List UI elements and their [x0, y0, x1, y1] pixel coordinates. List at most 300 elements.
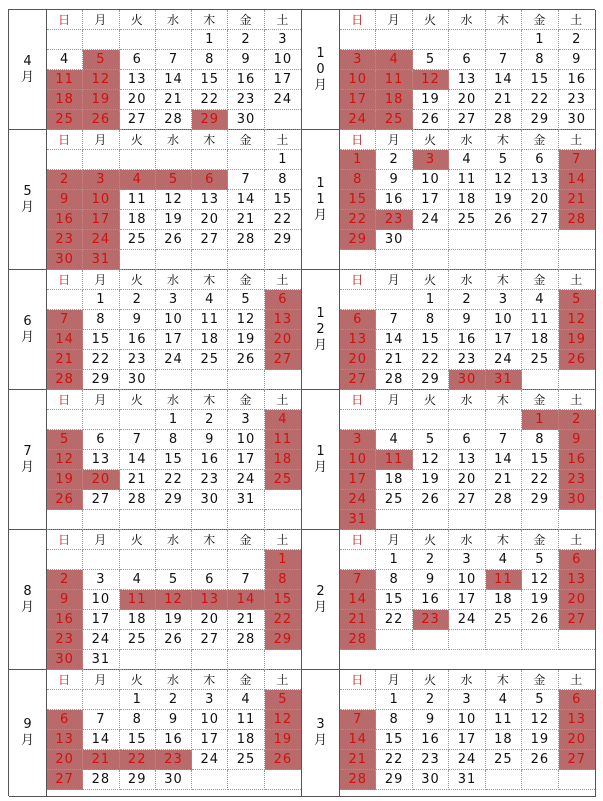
day-cell: 8 [522, 430, 558, 450]
weekday-header: 土 [559, 670, 595, 690]
empty-cell [486, 30, 522, 50]
weekday-header: 木 [192, 10, 228, 30]
month-label [302, 390, 340, 530]
day-cell: 9 [47, 190, 83, 210]
day-cell: 13 [559, 570, 595, 590]
day-cell: 6 [522, 150, 558, 170]
day-cell: 25 [376, 110, 412, 130]
day-cell: 30 [228, 110, 264, 130]
day-cell: 29 [522, 110, 558, 130]
day-cell: 25 [192, 350, 228, 370]
day-cell: 27 [559, 750, 595, 770]
month-grid [340, 530, 595, 669]
day-cell: 16 [559, 450, 595, 470]
empty-cell [522, 510, 558, 530]
day-cell: 23 [376, 210, 412, 230]
month-label [9, 270, 47, 390]
month-label-text: 4月 [20, 54, 34, 85]
day-cell: 3 [192, 690, 228, 710]
day-cell: 12 [265, 710, 301, 730]
day-cell: 19 [413, 470, 449, 490]
day-cell: 4 [376, 50, 412, 70]
day-cell: 24 [413, 210, 449, 230]
day-cell: 13 [559, 710, 595, 730]
empty-cell [228, 370, 264, 390]
day-cell: 15 [413, 330, 449, 350]
day-cell: 12 [156, 190, 192, 210]
weekday-header: 土 [265, 390, 301, 410]
empty-cell [228, 650, 264, 670]
day-cell: 18 [522, 330, 558, 350]
day-cell: 26 [47, 490, 83, 510]
day-cell: 26 [156, 630, 192, 650]
day-cell: 28 [47, 370, 83, 390]
weekday-header: 火 [120, 270, 156, 290]
day-cell: 1 [522, 410, 558, 430]
day-cell: 27 [47, 770, 83, 790]
day-cell: 5 [486, 150, 522, 170]
weekday-header: 金 [522, 390, 558, 410]
day-cell: 15 [192, 70, 228, 90]
day-cell: 22 [522, 90, 558, 110]
weekday-header: 火 [413, 130, 449, 150]
empty-cell [340, 550, 376, 570]
day-cell: 2 [156, 690, 192, 710]
day-cell: 21 [376, 350, 412, 370]
day-cell: 22 [265, 210, 301, 230]
day-cell: 18 [449, 190, 485, 210]
day-cell: 23 [156, 750, 192, 770]
day-cell: 8 [120, 710, 156, 730]
day-cell: 9 [449, 310, 485, 330]
day-cell: 11 [486, 570, 522, 590]
day-cell: 20 [47, 750, 83, 770]
day-cell: 15 [120, 730, 156, 750]
day-cell: 30 [376, 230, 412, 250]
day-cell: 13 [120, 70, 156, 90]
day-cell: 22 [376, 610, 412, 630]
empty-cell [192, 770, 228, 790]
day-cell: 17 [449, 730, 485, 750]
empty-cell [559, 510, 595, 530]
day-cell: 2 [559, 410, 595, 430]
day-cell: 17 [192, 730, 228, 750]
weekday-header: 月 [376, 670, 412, 690]
month-label [9, 130, 47, 270]
day-cell: 17 [413, 190, 449, 210]
empty-cell [83, 550, 119, 570]
day-cell: 28 [376, 370, 412, 390]
day-cell: 22 [83, 350, 119, 370]
month-grid [47, 270, 301, 390]
weekday-header: 金 [228, 10, 264, 30]
empty-cell [376, 410, 412, 430]
day-cell: 11 [120, 590, 156, 610]
day-cell: 7 [376, 310, 412, 330]
month-label-text: 8月 [20, 584, 34, 615]
empty-cell [340, 30, 376, 50]
day-cell: 6 [559, 690, 595, 710]
weekday-header: 日 [47, 130, 83, 150]
day-cell: 10 [340, 70, 376, 90]
empty-cell [376, 250, 412, 270]
empty-cell [376, 510, 412, 530]
day-cell: 25 [376, 490, 412, 510]
day-cell: 22 [376, 750, 412, 770]
empty-cell [522, 370, 558, 390]
month-label-text: 3月 [313, 717, 327, 748]
day-cell: 3 [83, 170, 119, 190]
day-cell: 4 [120, 570, 156, 590]
day-cell: 2 [47, 170, 83, 190]
day-cell: 5 [228, 290, 264, 310]
day-cell: 4 [486, 550, 522, 570]
day-cell: 26 [228, 350, 264, 370]
day-cell: 10 [486, 310, 522, 330]
day-cell: 16 [120, 330, 156, 350]
day-cell: 12 [83, 70, 119, 90]
day-cell: 15 [156, 450, 192, 470]
day-cell: 22 [413, 350, 449, 370]
day-cell: 3 [83, 570, 119, 590]
day-cell: 24 [449, 750, 485, 770]
day-cell: 21 [486, 90, 522, 110]
day-cell: 6 [340, 310, 376, 330]
empty-cell [47, 510, 83, 530]
empty-cell [192, 550, 228, 570]
day-cell: 3 [340, 50, 376, 70]
weekday-header: 月 [376, 390, 412, 410]
empty-cell [449, 250, 485, 270]
day-cell: 2 [120, 290, 156, 310]
day-cell: 23 [413, 750, 449, 770]
empty-cell [156, 650, 192, 670]
day-cell: 17 [340, 90, 376, 110]
day-cell: 27 [192, 630, 228, 650]
day-cell: 17 [449, 590, 485, 610]
empty-cell [265, 250, 301, 270]
day-cell: 2 [47, 570, 83, 590]
day-cell: 30 [559, 490, 595, 510]
day-cell: 17 [340, 470, 376, 490]
day-cell: 13 [192, 590, 228, 610]
month-grid [47, 390, 301, 530]
weekday-header: 月 [83, 390, 119, 410]
day-cell: 21 [228, 610, 264, 630]
day-cell: 7 [486, 430, 522, 450]
day-cell: 11 [265, 430, 301, 450]
weekday-header: 木 [486, 530, 522, 550]
day-cell: 1 [522, 30, 558, 50]
day-cell: 14 [486, 70, 522, 90]
day-cell: 28 [83, 770, 119, 790]
day-cell: 1 [265, 550, 301, 570]
day-cell: 8 [376, 710, 412, 730]
day-cell: 11 [228, 710, 264, 730]
weekday-header: 月 [376, 130, 412, 150]
month-label [302, 130, 340, 270]
weekday-header: 土 [265, 530, 301, 550]
weekday-header: 土 [265, 270, 301, 290]
calendar-page [8, 9, 595, 796]
day-cell: 20 [83, 470, 119, 490]
day-cell: 20 [192, 210, 228, 230]
weekday-header: 日 [340, 270, 376, 290]
empty-cell [47, 690, 83, 710]
day-cell: 19 [522, 590, 558, 610]
day-cell: 19 [486, 190, 522, 210]
day-cell: 8 [192, 50, 228, 70]
day-cell: 16 [559, 70, 595, 90]
day-cell: 14 [156, 70, 192, 90]
day-cell: 27 [340, 370, 376, 390]
day-cell: 18 [376, 470, 412, 490]
weekday-header: 水 [449, 390, 485, 410]
day-cell: 15 [376, 730, 412, 750]
weekday-header: 木 [486, 390, 522, 410]
day-cell: 30 [449, 370, 485, 390]
weekday-header: 水 [156, 270, 192, 290]
day-cell: 4 [522, 290, 558, 310]
day-cell: 24 [486, 350, 522, 370]
empty-cell [47, 550, 83, 570]
day-cell: 21 [340, 610, 376, 630]
weekday-header: 木 [486, 130, 522, 150]
empty-cell [156, 550, 192, 570]
day-cell: 10 [265, 50, 301, 70]
weekday-header: 水 [156, 670, 192, 690]
day-cell: 3 [156, 290, 192, 310]
day-cell: 31 [340, 510, 376, 530]
day-cell: 7 [228, 570, 264, 590]
weekday-header: 木 [192, 390, 228, 410]
day-cell: 2 [559, 30, 595, 50]
empty-cell [413, 410, 449, 430]
day-cell: 25 [486, 750, 522, 770]
day-cell: 14 [340, 730, 376, 750]
day-cell: 5 [522, 690, 558, 710]
empty-cell [120, 30, 156, 50]
day-cell: 16 [47, 210, 83, 230]
day-cell: 14 [228, 590, 264, 610]
empty-cell [449, 510, 485, 530]
day-cell: 21 [47, 350, 83, 370]
day-cell: 19 [559, 330, 595, 350]
empty-cell [413, 30, 449, 50]
weekday-header: 水 [156, 130, 192, 150]
day-cell: 18 [486, 590, 522, 610]
day-cell: 23 [559, 90, 595, 110]
day-cell: 6 [47, 710, 83, 730]
empty-cell [228, 510, 264, 530]
weekday-header: 日 [47, 390, 83, 410]
empty-cell [83, 690, 119, 710]
day-cell: 29 [120, 770, 156, 790]
weekday-header: 日 [47, 270, 83, 290]
weekday-header: 日 [340, 130, 376, 150]
day-cell: 15 [376, 590, 412, 610]
empty-cell [522, 230, 558, 250]
day-cell: 8 [83, 310, 119, 330]
month-block [9, 390, 302, 530]
empty-cell [486, 410, 522, 430]
empty-cell [83, 150, 119, 170]
day-cell: 8 [522, 50, 558, 70]
day-cell: 6 [192, 570, 228, 590]
day-cell: 27 [83, 490, 119, 510]
empty-cell [449, 410, 485, 430]
day-cell: 31 [83, 250, 119, 270]
month-label-text: 1月 [313, 444, 327, 475]
day-cell: 1 [83, 290, 119, 310]
month-grid [340, 670, 595, 796]
day-cell: 29 [192, 110, 228, 130]
day-cell: 4 [376, 430, 412, 450]
day-cell: 9 [413, 570, 449, 590]
weekday-header: 火 [120, 390, 156, 410]
weekday-header: 水 [449, 130, 485, 150]
day-cell: 7 [340, 710, 376, 730]
month-label [302, 10, 340, 130]
day-cell: 26 [559, 350, 595, 370]
day-cell: 7 [120, 430, 156, 450]
empty-cell [156, 150, 192, 170]
day-cell: 18 [120, 610, 156, 630]
month-label [9, 10, 47, 130]
day-cell: 31 [449, 770, 485, 790]
weekday-header: 月 [83, 670, 119, 690]
day-cell: 16 [47, 610, 83, 630]
day-cell: 21 [83, 750, 119, 770]
month-block [302, 530, 596, 670]
day-cell: 16 [228, 70, 264, 90]
day-cell: 10 [449, 710, 485, 730]
month-block [302, 670, 596, 797]
day-cell: 8 [340, 170, 376, 190]
day-cell: 14 [228, 190, 264, 210]
day-cell: 7 [156, 50, 192, 70]
day-cell: 11 [486, 710, 522, 730]
weekday-header: 土 [559, 130, 595, 150]
day-cell: 10 [192, 710, 228, 730]
month-block [302, 270, 596, 390]
month-grid [47, 10, 301, 130]
day-cell: 28 [228, 630, 264, 650]
empty-cell [192, 370, 228, 390]
month-label-text: 10月 [313, 46, 327, 93]
day-cell: 9 [192, 430, 228, 450]
empty-cell [192, 250, 228, 270]
weekday-header: 水 [156, 390, 192, 410]
day-cell: 22 [192, 90, 228, 110]
empty-cell [265, 490, 301, 510]
day-cell: 1 [340, 150, 376, 170]
day-cell: 31 [83, 650, 119, 670]
month-label-text: 9月 [20, 717, 34, 748]
empty-cell [486, 770, 522, 790]
day-cell: 11 [376, 450, 412, 470]
day-cell: 12 [413, 450, 449, 470]
month-label [9, 390, 47, 530]
day-cell: 17 [228, 450, 264, 470]
empty-cell [120, 550, 156, 570]
empty-cell [376, 30, 412, 50]
day-cell: 20 [559, 730, 595, 750]
day-cell: 19 [413, 90, 449, 110]
month-block [9, 530, 302, 670]
day-cell: 28 [228, 230, 264, 250]
month-label [9, 530, 47, 670]
day-cell: 4 [486, 690, 522, 710]
day-cell: 11 [192, 310, 228, 330]
day-cell: 30 [120, 370, 156, 390]
day-cell: 27 [120, 110, 156, 130]
month-block [302, 10, 596, 130]
empty-cell [486, 630, 522, 650]
empty-cell [449, 230, 485, 250]
day-cell: 22 [156, 470, 192, 490]
day-cell: 18 [228, 730, 264, 750]
empty-cell [449, 630, 485, 650]
month-grid [47, 670, 301, 796]
day-cell: 16 [376, 190, 412, 210]
day-cell: 8 [376, 570, 412, 590]
day-cell: 15 [83, 330, 119, 350]
day-cell: 20 [449, 90, 485, 110]
day-cell: 5 [413, 430, 449, 450]
weekday-header: 土 [265, 670, 301, 690]
day-cell: 8 [265, 170, 301, 190]
day-cell: 15 [265, 590, 301, 610]
day-cell: 3 [449, 690, 485, 710]
day-cell: 5 [156, 170, 192, 190]
day-cell: 6 [559, 550, 595, 570]
empty-cell [156, 370, 192, 390]
day-cell: 7 [228, 170, 264, 190]
weekday-header: 月 [83, 10, 119, 30]
weekday-header: 日 [47, 10, 83, 30]
day-cell: 3 [413, 150, 449, 170]
day-cell: 14 [559, 170, 595, 190]
empty-cell [559, 770, 595, 790]
day-cell: 30 [156, 770, 192, 790]
day-cell: 4 [228, 690, 264, 710]
day-cell: 6 [449, 50, 485, 70]
weekday-header: 火 [120, 530, 156, 550]
day-cell: 28 [486, 110, 522, 130]
weekday-header: 金 [228, 530, 264, 550]
day-cell: 23 [47, 630, 83, 650]
month-block [9, 670, 302, 797]
day-cell: 14 [47, 330, 83, 350]
empty-cell [47, 410, 83, 430]
day-cell: 27 [265, 350, 301, 370]
day-cell: 1 [192, 30, 228, 50]
day-cell: 23 [120, 350, 156, 370]
weekday-header: 火 [120, 670, 156, 690]
day-cell: 17 [486, 330, 522, 350]
day-cell: 31 [228, 490, 264, 510]
day-cell: 27 [449, 490, 485, 510]
day-cell: 24 [265, 90, 301, 110]
day-cell: 1 [376, 550, 412, 570]
weekday-header: 火 [120, 130, 156, 150]
day-cell: 12 [486, 170, 522, 190]
day-cell: 9 [413, 710, 449, 730]
day-cell: 11 [522, 310, 558, 330]
day-cell: 18 [47, 90, 83, 110]
month-label-text: 2月 [313, 583, 327, 615]
